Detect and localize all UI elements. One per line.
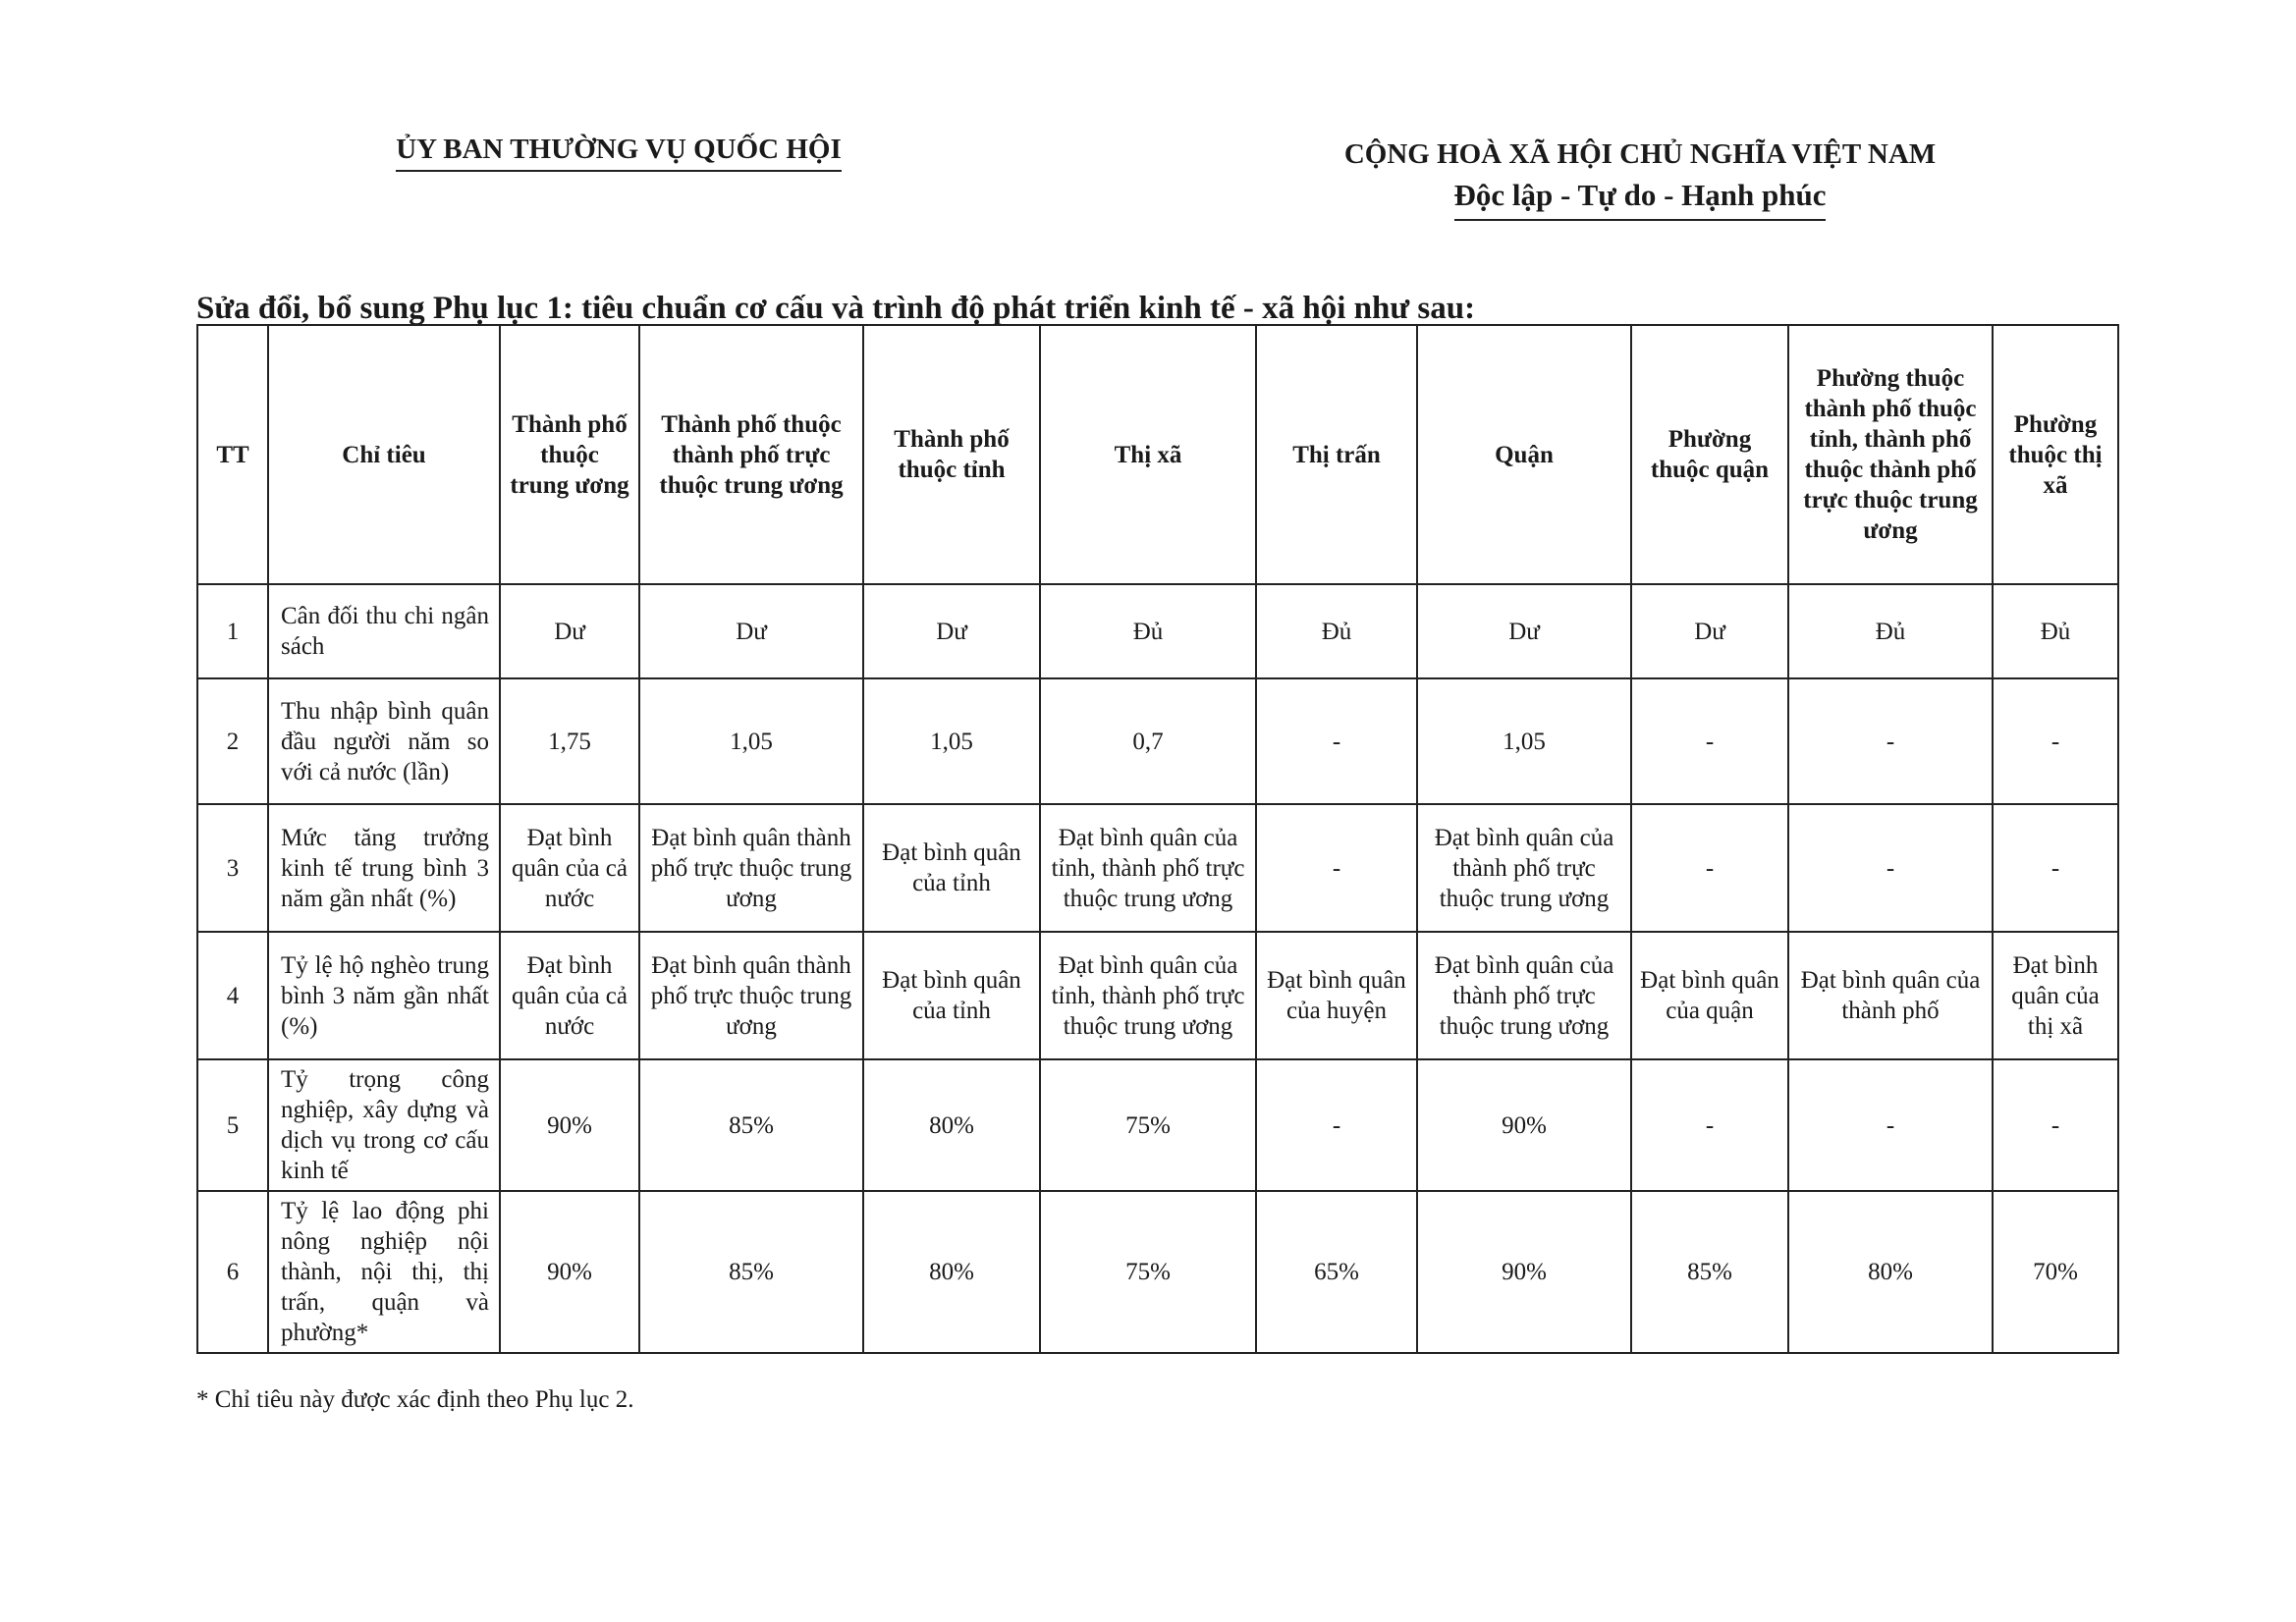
row-number: 5 — [197, 1059, 268, 1191]
value-cell: Dư — [500, 584, 639, 678]
value-cell: Đạt bình quân thành phố trực thuộc trung ương — [639, 932, 863, 1059]
value-cell: - — [1788, 1059, 1993, 1191]
footnote: * Chỉ tiêu này được xác định theo Phụ lục 2. — [196, 1386, 634, 1413]
value-cell: 75% — [1040, 1191, 1256, 1353]
criteria-table — [196, 324, 2119, 1354]
value-cell: - — [1993, 804, 2118, 932]
value-cell: 1,05 — [1417, 678, 1631, 804]
header-cell: Thành phố thuộc trung ương — [500, 325, 639, 584]
table-row — [197, 678, 2118, 804]
value-cell: Dư — [1417, 584, 1631, 678]
value-cell: Dư — [863, 584, 1040, 678]
value-cell: Đạt bình quân của thành phố trực thuộc trung ương — [1417, 932, 1631, 1059]
value-cell: Đạt bình quân của thị xã — [1993, 932, 2118, 1059]
value-cell: - — [1256, 1059, 1417, 1191]
value-cell: 0,7 — [1040, 678, 1256, 804]
value-cell: Đạt bình quân của quận — [1631, 932, 1788, 1059]
header-cell: Chỉ tiêu — [268, 325, 500, 584]
value-cell: 75% — [1040, 1059, 1256, 1191]
value-cell: 70% — [1993, 1191, 2118, 1353]
value-cell: - — [1993, 678, 2118, 804]
value-cell: Đạt bình quân của cả nước — [500, 932, 639, 1059]
value-cell: 85% — [639, 1059, 863, 1191]
header-cell: Thành phố thuộc tỉnh — [863, 325, 1040, 584]
table-row — [197, 804, 2118, 932]
value-cell: Đạt bình quân của cả nước — [500, 804, 639, 932]
header-cell: Quận — [1417, 325, 1631, 584]
value-cell: Đạt bình quân của tỉnh, thành phố trực thuộc trung ương — [1040, 932, 1256, 1059]
value-cell: 90% — [1417, 1059, 1631, 1191]
criterion-cell: Mức tăng trưởng kinh tế trung bình 3 năm gần nhất (%) — [268, 804, 500, 932]
value-cell: 90% — [500, 1191, 639, 1353]
value-cell: 65% — [1256, 1191, 1417, 1353]
table-header-row — [197, 325, 2118, 584]
value-cell: 80% — [863, 1059, 1040, 1191]
table-row — [197, 584, 2118, 678]
value-cell: Đủ — [1256, 584, 1417, 678]
header-cell: Thị xã — [1040, 325, 1256, 584]
issuing-authority-text: ỦY BAN THƯỜNG VỤ QUỐC HỘI — [396, 134, 842, 172]
value-cell: Đủ — [1993, 584, 2118, 678]
criterion-cell: Tỷ lệ hộ nghèo trung bình 3 năm gần nhất (%) — [268, 932, 500, 1059]
value-cell: - — [1631, 678, 1788, 804]
header-cell: Thành phố thuộc thành phố trực thuộc trung ương — [639, 325, 863, 584]
value-cell: Đạt bình quân của thành phố — [1788, 932, 1993, 1059]
criterion-cell: Thu nhập bình quân đầu người năm so với cả nước (lần) — [268, 678, 500, 804]
value-cell: Dư — [1631, 584, 1788, 678]
value-cell: 80% — [863, 1191, 1040, 1353]
row-number: 2 — [197, 678, 268, 804]
value-cell: Đủ — [1040, 584, 1256, 678]
value-cell: - — [1631, 1059, 1788, 1191]
value-cell: Đủ — [1788, 584, 1993, 678]
row-number: 1 — [197, 584, 268, 678]
value-cell: - — [1788, 678, 1993, 804]
value-cell: 1,05 — [639, 678, 863, 804]
national-title-block — [1296, 134, 1984, 221]
value-cell: 1,05 — [863, 678, 1040, 804]
value-cell: Đạt bình quân của thành phố trực thuộc trung ương — [1417, 804, 1631, 932]
value-cell: Đạt bình quân của tỉnh — [863, 932, 1040, 1059]
value-cell: Đạt bình quân của huyện — [1256, 932, 1417, 1059]
table-row — [197, 932, 2118, 1059]
header-cell: TT — [197, 325, 268, 584]
header-cell: Thị trấn — [1256, 325, 1417, 584]
value-cell: 90% — [500, 1059, 639, 1191]
value-cell: - — [1788, 804, 1993, 932]
value-cell: - — [1256, 804, 1417, 932]
header-cell: Phường thuộc thị xã — [1993, 325, 2118, 584]
criterion-cell: Tỷ trọng công nghiệp, xây dựng và dịch vụ trong cơ cấu kinh tế — [268, 1059, 500, 1191]
value-cell: 85% — [1631, 1191, 1788, 1353]
issuing-authority — [373, 134, 864, 172]
header-cell: Phường thuộc thành phố thuộc tỉnh, thành phố thuộc thành phố trực thuộc trung ương — [1788, 325, 1993, 584]
value-cell: 85% — [639, 1191, 863, 1353]
row-number: 4 — [197, 932, 268, 1059]
value-cell: Đạt bình quân của tỉnh — [863, 804, 1040, 932]
value-cell: - — [1993, 1059, 2118, 1191]
national-motto: Độc lập - Tự do - Hạnh phúc — [1454, 175, 1827, 221]
criterion-cell: Cân đối thu chi ngân sách — [268, 584, 500, 678]
intro-heading: Sửa đổi, bổ sung Phụ lục 1: tiêu chuẩn cơ cấu và trình độ phát triển kinh tế - xã hội như sau: — [196, 291, 1476, 326]
criterion-cell: Tỷ lệ lao động phi nông nghiệp nội thành, nội thị, thị trấn, quận và phường* — [268, 1191, 500, 1353]
value-cell: Đạt bình quân của tỉnh, thành phố trực thuộc trung ương — [1040, 804, 1256, 932]
national-motto-block — [1296, 175, 1984, 221]
table-row — [197, 1191, 2118, 1353]
table-row — [197, 1059, 2118, 1191]
value-cell: 90% — [1417, 1191, 1631, 1353]
value-cell: Dư — [639, 584, 863, 678]
value-cell: - — [1256, 678, 1417, 804]
row-number: 3 — [197, 804, 268, 932]
value-cell: - — [1631, 804, 1788, 932]
value-cell: Đạt bình quân thành phố trực thuộc trung ương — [639, 804, 863, 932]
national-title: CỘNG HOÀ XÃ HỘI CHỦ NGHĨA VIỆT NAM — [1343, 138, 1937, 170]
row-number: 6 — [197, 1191, 268, 1353]
value-cell: 80% — [1788, 1191, 1993, 1353]
value-cell: 1,75 — [500, 678, 639, 804]
header-cell: Phường thuộc quận — [1631, 325, 1788, 584]
